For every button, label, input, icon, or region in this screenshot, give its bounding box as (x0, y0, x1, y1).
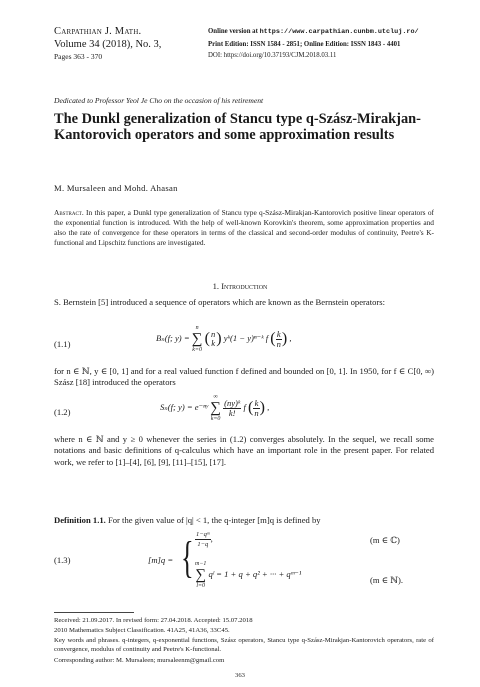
paper-title: The Dunkl generalization of Stancu type q-Szász-Mirakjan-Kantorovich operators and some approximation results (54, 111, 421, 143)
eq2-fraction-2: $\frac{k}{n}$ (254, 397, 259, 418)
eq3-case-2: m−1 ∑ l=0 qˡ = 1 + q + q² + ··· + qᵐ⁻¹ (195, 561, 302, 589)
eq3-case1-condition: (m ∈ ℂ) (370, 535, 400, 545)
definition-label: Definition 1.1. (54, 515, 106, 525)
eq1-lhs: Bₙ(f; y) = (156, 332, 190, 343)
intro-paragraph-3: where n ∈ ℕ and y ≥ 0 whenever the series in (1.2) converges absolutely. In the sequel, we recall some notations and basic definitions of q-calculus which have an important role in the present paper. For related work, we refer to [1]–[4], [6], [9], [11]–[15], [17]. (54, 434, 434, 467)
abstract (54, 208, 434, 248)
equation-1-2: Sₙ(f; y) = e⁻ⁿʸ ∞ ∑ k=0 $\frac{\text{(ny)ᵏ}}{k!}$ f ( $\frac{k}{n}$ ) , (160, 394, 270, 422)
section-heading: 1. Introduction (212, 281, 268, 291)
keywords: Key words and phrases. q-integers, q-exponential functions, Szász operators, Stancu type q-Szász-Mirakjan-Kantorovich operators, rate of convergence, modulus of continuity and Peetre's K-functional. (54, 637, 434, 654)
eq3-lhs: [m]q = (148, 555, 174, 565)
eq3-case-1: $\frac{\text{1−qᵐ}}{1-q}$ , (196, 531, 213, 548)
sum-symbol: m−1 ∑ l=0 (195, 561, 207, 589)
journal-url-link[interactable]: https://www.carpathian.cunbm.utcluj.ro/ (259, 28, 419, 36)
online-version (208, 26, 419, 39)
intro-paragraph-1: S. Bernstein [5] introduced a sequence of operators which are known as the Bernstein operators: (54, 297, 385, 307)
authors: M. Mursaleen and Mohd. Ahasan (54, 183, 178, 193)
eq3-case2-condition: (m ∈ ℕ). (370, 575, 404, 585)
issn-line: Print Edition: ISSN 1584 - 2851; Online Edition: ISSN 1843 - 4401 (208, 40, 401, 48)
binomial: n k (210, 329, 216, 348)
eq1-rhs: yᵏ(1 − y)ⁿ⁻ᵏ f (223, 332, 269, 343)
online-prefix: Online version at (208, 28, 258, 35)
sum-symbol: n ∑ k=0 (191, 325, 203, 353)
case-brace: { (181, 533, 194, 582)
page-range: Pages 363 - 370 (54, 52, 103, 61)
journal-name: Carpathian J. Math. (54, 26, 142, 37)
equation-number-1-3: (1.3) (54, 555, 71, 565)
corresponding-author: Corresponding author: M. Mursaleen; mursaleenm@gmail.com (54, 657, 225, 664)
eq3-case1-fraction: $\frac{\text{1−qᵐ}}{1-q}$ (196, 531, 210, 548)
volume-info: Volume 34 (2018), No. 3, (54, 38, 162, 50)
msc-classification: 2010 Mathematics Subject Classification. 41A25, 41A36, 33C45. (54, 627, 230, 634)
definition-1-1 (54, 515, 434, 525)
abstract-text: In this paper, a Dunkl type generalization of Stancu type q-Szász-Mirakjan-Kantorovich positive linear operators of the exponential function is introduced. With the help of well-known Korovkin's theorem, some approximation properties and also the rate of convergence for these operators in terms of the classical and second-order modulus of continuity, Peetre's K-functional and Lipschitz functions are investigated. (54, 208, 434, 247)
equation-number-1-1: (1.1) (54, 339, 71, 349)
intro-paragraph-2: for n ∈ ℕ, y ∈ [0, 1] and for a real valued function f defined and bounded on [0, 1]. In 1950, for f ∈ C[0, ∞) Szász [18] introduced the operators (54, 366, 434, 388)
eq2-fraction-1: $\frac{\text{(ny)ᵏ}}{k!}$ (224, 397, 241, 418)
equation-1-1: Bₙ(f; y) = n ∑ k=0 ( n k ) yᵏ(1 − y)ⁿ⁻ᵏ f ( $\frac{k}{n}$ ) , (156, 325, 292, 353)
edition-header (208, 26, 419, 62)
doi-link[interactable]: DOI: https://doi.org/10.37193/CJM.2018.03.11 (208, 52, 337, 59)
definition-text: For the given value of |q| < 1, the q-integer [m]q is defined by (107, 515, 321, 525)
sum-symbol: ∞ ∑ k=0 (210, 394, 221, 422)
abstract-label: Abstract. (54, 208, 84, 217)
eq1-fraction: $\frac{k}{n}$ (276, 328, 281, 349)
page-number: 363 (234, 672, 246, 679)
equation-number-1-2: (1.2) (54, 407, 71, 417)
dedication: Dedicated to Professor Yeol Je Cho on the occasion of his retirement (54, 96, 264, 105)
journal-header (54, 26, 161, 64)
footnote-divider (54, 612, 134, 613)
received-dates: Received: 21.09.2017. In revised form: 27.04.2018. Accepted: 15.07.2018 (54, 617, 253, 624)
eq2-lhs: Sₙ(f; y) = e⁻ⁿʸ (160, 401, 209, 412)
